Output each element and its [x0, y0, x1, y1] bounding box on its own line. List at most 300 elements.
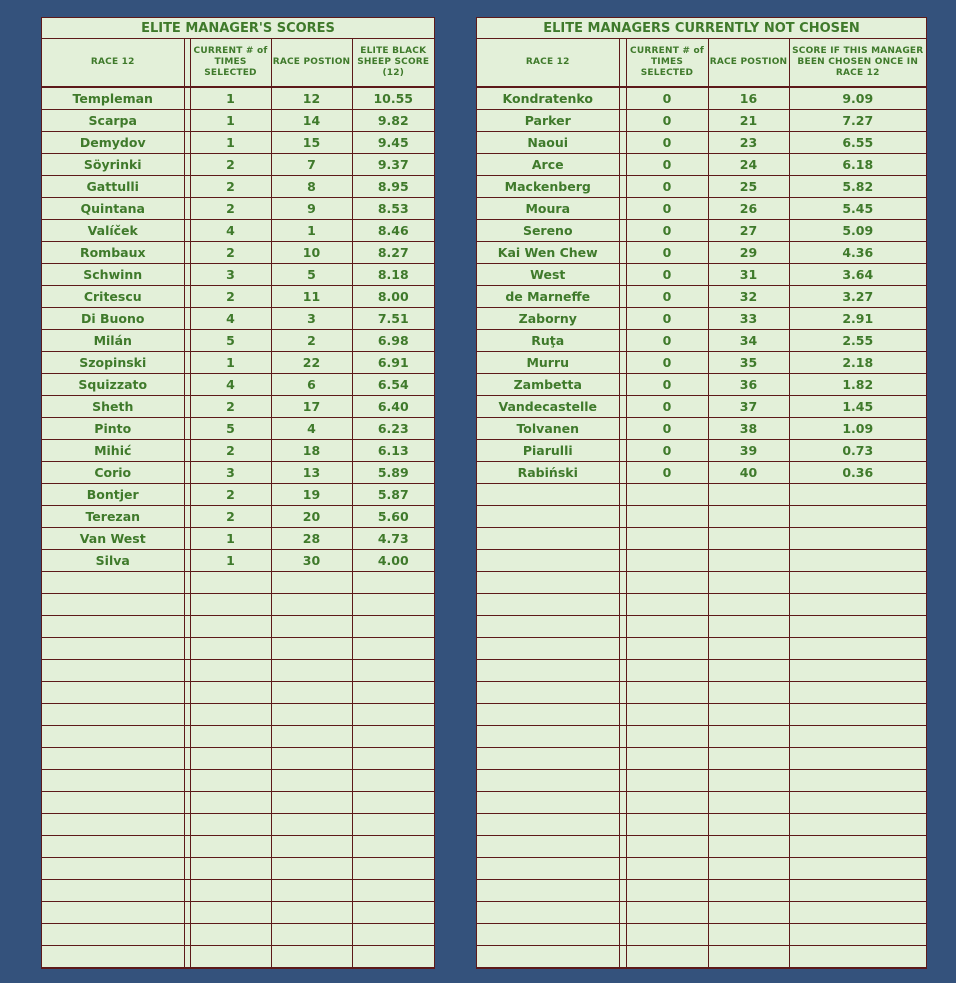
race-position: [708, 682, 789, 704]
spacer-cell: [619, 572, 626, 594]
times-selected: 0: [626, 440, 708, 462]
manager-name: [42, 880, 184, 902]
spacer-cell: [619, 506, 626, 528]
spacer-cell: [619, 550, 626, 572]
score: 10.55: [352, 87, 434, 110]
spacer-cell: [619, 704, 626, 726]
score: 6.18: [789, 154, 926, 176]
empty-row: [42, 638, 434, 660]
score: 6.23: [352, 418, 434, 440]
score: [352, 660, 434, 682]
score: [789, 946, 926, 968]
manager-name: [477, 924, 619, 946]
elite-manager-scores-panel: [41, 17, 435, 969]
table-row: [42, 418, 434, 440]
score: 2.55: [789, 330, 926, 352]
manager-name: Valíček: [42, 220, 184, 242]
times-selected: [190, 770, 271, 792]
times-selected: [190, 858, 271, 880]
times-selected: 0: [626, 418, 708, 440]
table-row: [42, 352, 434, 374]
manager-name: [42, 638, 184, 660]
race-position: [271, 858, 352, 880]
manager-name: Critescu: [42, 286, 184, 308]
panel-title: ELITE MANAGERS CURRENTLY NOT CHOSEN: [477, 18, 926, 39]
empty-row: [42, 902, 434, 924]
spacer-cell: [619, 198, 626, 220]
manager-name: Terezan: [42, 506, 184, 528]
score: [789, 484, 926, 506]
score: 3.27: [789, 286, 926, 308]
score: 9.09: [789, 87, 926, 110]
times-selected: 0: [626, 462, 708, 484]
table-row: [42, 110, 434, 132]
times-selected: [626, 528, 708, 550]
score: [789, 682, 926, 704]
times-selected: 0: [626, 374, 708, 396]
score: [352, 902, 434, 924]
score: [789, 924, 926, 946]
times-selected: [190, 924, 271, 946]
race-position: 3: [271, 308, 352, 330]
times-selected: 0: [626, 87, 708, 110]
manager-name: Tolvanen: [477, 418, 619, 440]
race-position: [708, 836, 789, 858]
times-selected: 2: [190, 484, 271, 506]
table-row: [42, 132, 434, 154]
times-selected: [626, 550, 708, 572]
times-selected: [190, 814, 271, 836]
times-selected: 0: [626, 308, 708, 330]
scores-table: [42, 39, 434, 968]
score: [789, 550, 926, 572]
times-selected: 0: [626, 132, 708, 154]
score: 6.40: [352, 396, 434, 418]
score: [352, 924, 434, 946]
times-selected: [190, 594, 271, 616]
spacer-cell: [619, 748, 626, 770]
table-row: [42, 396, 434, 418]
spacer-cell: [619, 946, 626, 968]
manager-name: Corio: [42, 462, 184, 484]
manager-name: Ruţa: [477, 330, 619, 352]
score: 6.91: [352, 352, 434, 374]
race-position: 39: [708, 440, 789, 462]
manager-name: Demydov: [42, 132, 184, 154]
score: [352, 814, 434, 836]
score: [352, 748, 434, 770]
manager-name: de Marneffe: [477, 286, 619, 308]
score: 0.73: [789, 440, 926, 462]
table-row: [42, 87, 434, 110]
manager-name: Vandecastelle: [477, 396, 619, 418]
table-row: [42, 264, 434, 286]
manager-name: Sereno: [477, 220, 619, 242]
manager-name: Naoui: [477, 132, 619, 154]
times-selected: [190, 836, 271, 858]
manager-name: Van West: [42, 528, 184, 550]
empty-row: [477, 660, 926, 682]
empty-row: [42, 726, 434, 748]
times-selected: 1: [190, 110, 271, 132]
times-selected: 2: [190, 506, 271, 528]
race-position: 4: [271, 418, 352, 440]
race-position: 7: [271, 154, 352, 176]
score: [789, 836, 926, 858]
race-position: [708, 594, 789, 616]
score: [352, 616, 434, 638]
header-row: [477, 39, 926, 87]
times-selected: 5: [190, 418, 271, 440]
times-selected: 4: [190, 374, 271, 396]
spacer-cell: [619, 352, 626, 374]
manager-name: Kai Wen Chew: [477, 242, 619, 264]
spacer-cell: [619, 220, 626, 242]
times-selected: [626, 726, 708, 748]
score: [789, 770, 926, 792]
empty-row: [42, 572, 434, 594]
race-position: [708, 858, 789, 880]
score: [352, 704, 434, 726]
manager-name: [42, 924, 184, 946]
empty-row: [477, 682, 926, 704]
times-selected: 4: [190, 308, 271, 330]
spacer-cell: [619, 286, 626, 308]
times-selected: [190, 946, 271, 968]
times-selected: [626, 638, 708, 660]
manager-name: [477, 528, 619, 550]
times-selected: [626, 814, 708, 836]
manager-name: Arce: [477, 154, 619, 176]
manager-name: Scarpa: [42, 110, 184, 132]
race-position: 34: [708, 330, 789, 352]
score: 7.27: [789, 110, 926, 132]
spacer-cell: [619, 374, 626, 396]
manager-name: Bontjer: [42, 484, 184, 506]
race-position: 1: [271, 220, 352, 242]
race-position: [708, 748, 789, 770]
manager-name: [477, 858, 619, 880]
times-selected: [190, 748, 271, 770]
empty-row: [42, 836, 434, 858]
race-position: [271, 814, 352, 836]
score: 6.54: [352, 374, 434, 396]
manager-name: Gattulli: [42, 176, 184, 198]
race-position: 16: [708, 87, 789, 110]
score: 8.00: [352, 286, 434, 308]
score: 1.45: [789, 396, 926, 418]
score: [789, 704, 926, 726]
empty-row: [477, 836, 926, 858]
table-row: [477, 440, 926, 462]
race-position: [708, 792, 789, 814]
times-selected: [626, 770, 708, 792]
spacer-cell: [619, 924, 626, 946]
empty-row: [477, 594, 926, 616]
race-position: [708, 638, 789, 660]
column-header: RACE POSTION: [708, 39, 789, 87]
empty-row: [477, 726, 926, 748]
manager-name: Moura: [477, 198, 619, 220]
table-row: [477, 87, 926, 110]
times-selected: [626, 880, 708, 902]
score: [789, 528, 926, 550]
race-position: 17: [271, 396, 352, 418]
table-row: [42, 550, 434, 572]
score: 9.45: [352, 132, 434, 154]
race-position: [271, 616, 352, 638]
manager-name: Templeman: [42, 87, 184, 110]
manager-name: Piarulli: [477, 440, 619, 462]
table-row: [477, 418, 926, 440]
times-selected: [626, 836, 708, 858]
times-selected: 0: [626, 264, 708, 286]
empty-row: [477, 748, 926, 770]
score: [352, 858, 434, 880]
times-selected: [190, 726, 271, 748]
spacer-cell: [619, 110, 626, 132]
manager-name: [42, 946, 184, 968]
empty-row: [477, 528, 926, 550]
column-header: RACE POSTION: [271, 39, 352, 87]
score: 9.82: [352, 110, 434, 132]
manager-name: [42, 858, 184, 880]
empty-row: [42, 924, 434, 946]
manager-name: [42, 682, 184, 704]
score: [789, 726, 926, 748]
score: 8.53: [352, 198, 434, 220]
times-selected: 0: [626, 242, 708, 264]
column-header: ELITE BLACK SHEEP SCORE (12): [352, 39, 434, 87]
race-position: [271, 638, 352, 660]
table-row: [42, 176, 434, 198]
score: 0.36: [789, 462, 926, 484]
spacer-cell: [619, 39, 626, 87]
column-header: RACE 12: [42, 39, 184, 87]
column-header: CURRENT # of TIMES SELECTED: [626, 39, 708, 87]
spacer-cell: [619, 242, 626, 264]
race-position: 15: [271, 132, 352, 154]
race-position: [708, 550, 789, 572]
race-position: 23: [708, 132, 789, 154]
table-row: [477, 330, 926, 352]
score: 7.51: [352, 308, 434, 330]
race-position: 32: [708, 286, 789, 308]
score: [789, 748, 926, 770]
empty-row: [42, 814, 434, 836]
spacer-cell: [619, 132, 626, 154]
race-position: 29: [708, 242, 789, 264]
race-position: 31: [708, 264, 789, 286]
times-selected: 0: [626, 220, 708, 242]
panel-title: ELITE MANAGER'S SCORES: [42, 18, 434, 39]
race-position: [271, 792, 352, 814]
table-row: [477, 110, 926, 132]
times-selected: 1: [190, 87, 271, 110]
table-row: [477, 176, 926, 198]
times-selected: 1: [190, 352, 271, 374]
race-position: 6: [271, 374, 352, 396]
spacer-cell: [619, 154, 626, 176]
race-position: [708, 726, 789, 748]
manager-name: [42, 792, 184, 814]
table-row: [42, 286, 434, 308]
race-position: 38: [708, 418, 789, 440]
race-position: 12: [271, 87, 352, 110]
score: [352, 726, 434, 748]
times-selected: [626, 572, 708, 594]
race-position: [271, 594, 352, 616]
manager-name: West: [477, 264, 619, 286]
empty-row: [477, 638, 926, 660]
race-position: 19: [271, 484, 352, 506]
race-position: 36: [708, 374, 789, 396]
manager-name: [42, 770, 184, 792]
score: [352, 638, 434, 660]
empty-row: [477, 770, 926, 792]
table-row: [477, 308, 926, 330]
manager-name: [477, 946, 619, 968]
score: 1.82: [789, 374, 926, 396]
score: 9.37: [352, 154, 434, 176]
race-position: 5: [271, 264, 352, 286]
table-row: [477, 352, 926, 374]
times-selected: [626, 594, 708, 616]
manager-name: Rabiński: [477, 462, 619, 484]
times-selected: 2: [190, 242, 271, 264]
empty-row: [477, 902, 926, 924]
score: 5.45: [789, 198, 926, 220]
score: [789, 616, 926, 638]
spacer-cell: [619, 528, 626, 550]
times-selected: [626, 660, 708, 682]
race-position: 22: [271, 352, 352, 374]
manager-name: [477, 572, 619, 594]
manager-name: Schwinn: [42, 264, 184, 286]
manager-name: Silva: [42, 550, 184, 572]
empty-row: [42, 792, 434, 814]
empty-row: [42, 748, 434, 770]
table-row: [42, 154, 434, 176]
spacer-cell: [619, 594, 626, 616]
score: [789, 660, 926, 682]
spacer-cell: [619, 902, 626, 924]
empty-row: [42, 880, 434, 902]
score: 5.82: [789, 176, 926, 198]
column-header: RACE 12: [477, 39, 619, 87]
race-position: [708, 814, 789, 836]
race-position: [708, 880, 789, 902]
manager-name: [42, 726, 184, 748]
score: 8.27: [352, 242, 434, 264]
spacer-cell: [619, 792, 626, 814]
spacer-cell: [619, 638, 626, 660]
times-selected: 2: [190, 154, 271, 176]
manager-name: Pinto: [42, 418, 184, 440]
race-position: [708, 770, 789, 792]
manager-name: [477, 660, 619, 682]
manager-name: [477, 594, 619, 616]
times-selected: 2: [190, 396, 271, 418]
table-row: [42, 506, 434, 528]
score: [352, 880, 434, 902]
table-row: [477, 396, 926, 418]
manager-name: [42, 902, 184, 924]
race-position: 20: [271, 506, 352, 528]
manager-name: [42, 814, 184, 836]
empty-row: [477, 550, 926, 572]
times-selected: 0: [626, 352, 708, 374]
score: 5.89: [352, 462, 434, 484]
race-position: [708, 924, 789, 946]
table-row: [477, 264, 926, 286]
times-selected: 2: [190, 440, 271, 462]
race-position: 30: [271, 550, 352, 572]
race-position: 21: [708, 110, 789, 132]
race-position: [271, 770, 352, 792]
spacer-cell: [619, 814, 626, 836]
empty-row: [42, 594, 434, 616]
score: 6.98: [352, 330, 434, 352]
race-position: [271, 902, 352, 924]
manager-name: Milán: [42, 330, 184, 352]
times-selected: [626, 704, 708, 726]
race-position: [708, 946, 789, 968]
race-position: [271, 682, 352, 704]
table-row: [42, 220, 434, 242]
times-selected: 1: [190, 528, 271, 550]
race-position: [708, 528, 789, 550]
not-chosen-panel: [476, 17, 927, 969]
times-selected: [626, 616, 708, 638]
manager-name: [477, 814, 619, 836]
manager-name: Squizzato: [42, 374, 184, 396]
score: [352, 792, 434, 814]
score: [789, 572, 926, 594]
manager-name: [477, 880, 619, 902]
manager-name: [42, 594, 184, 616]
times-selected: [190, 660, 271, 682]
empty-row: [42, 660, 434, 682]
manager-name: Mackenberg: [477, 176, 619, 198]
manager-name: [477, 704, 619, 726]
race-position: [271, 836, 352, 858]
times-selected: [626, 946, 708, 968]
empty-row: [42, 770, 434, 792]
times-selected: 0: [626, 110, 708, 132]
times-selected: 2: [190, 286, 271, 308]
table-row: [477, 220, 926, 242]
empty-row: [477, 858, 926, 880]
spacer-cell: [619, 880, 626, 902]
times-selected: [190, 792, 271, 814]
race-position: [271, 880, 352, 902]
manager-name: [42, 748, 184, 770]
table-row: [42, 440, 434, 462]
race-position: 35: [708, 352, 789, 374]
empty-row: [477, 506, 926, 528]
race-position: [271, 748, 352, 770]
score: [352, 594, 434, 616]
score: [352, 836, 434, 858]
score: [789, 792, 926, 814]
table-row: [42, 198, 434, 220]
score: 2.91: [789, 308, 926, 330]
times-selected: 3: [190, 264, 271, 286]
spacer-cell: [619, 87, 626, 110]
times-selected: [190, 704, 271, 726]
times-selected: [626, 858, 708, 880]
